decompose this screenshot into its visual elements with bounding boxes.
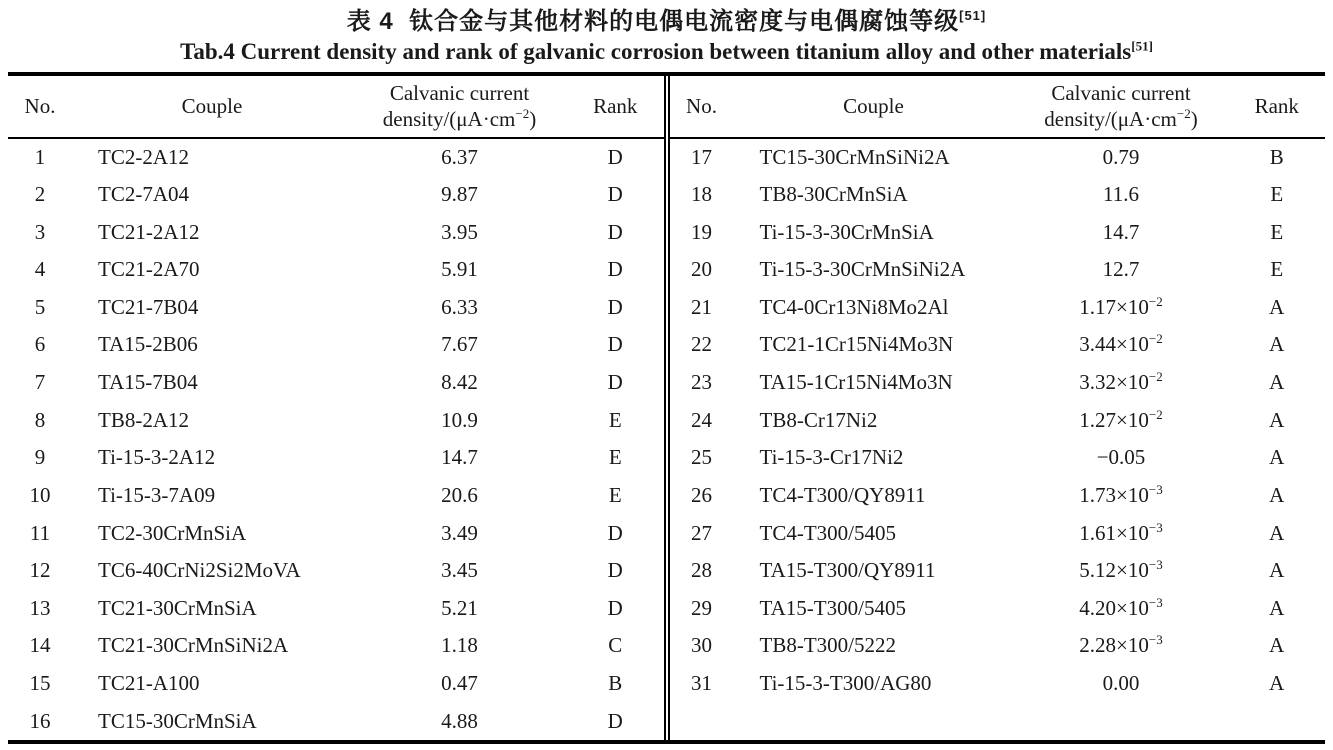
cell-rank: A [1269,671,1285,696]
table-row [8,251,664,289]
cell-density: 3.45 [441,558,478,583]
table-row [670,439,1326,477]
table-row [670,138,1326,176]
cell-density: 11.6 [1103,181,1139,206]
table-row [670,665,1326,703]
cell-no: 27 [691,520,712,545]
cell-no: 1 [34,144,46,169]
cell-rank: E [1270,181,1284,206]
header-density [352,76,567,138]
cell-couple: Ti-15-3-T300/AG80 [759,671,932,696]
cell-density: 1.18 [441,633,478,658]
cell-density: $4.20\times 10^{-3}$ [1079,594,1163,620]
cell-rank: E [1270,219,1284,244]
cell-couple: TC21-7B04 [98,294,199,319]
cell-no: 16 [29,708,51,733]
cell-couple: TC4-0Cr13Ni8Mo2Al [759,294,949,319]
cell-density: $5.12\times 10^{-3}$ [1079,557,1163,583]
cell-density: 6.33 [441,294,478,319]
cell-no: 20 [691,257,712,282]
cell-density: 5.91 [441,257,478,282]
cell-couple: TA15-T300/QY8911 [759,558,936,583]
cell-density: −0.05 [1096,445,1146,470]
cell-rank: A [1269,294,1285,319]
cell-density: 0.00 [1102,671,1140,696]
table-row [8,289,664,327]
cell-density: 9.87 [441,181,478,206]
cell-no: 8 [34,407,46,432]
cell-couple: TC21-30CrMnSiA [98,595,257,620]
cell-no [670,702,734,740]
cell-rank: A [1269,595,1285,620]
cell-rank: D [607,595,623,620]
table-row [8,176,664,214]
cell-couple: TC21-2A12 [98,219,200,244]
cell-rank: D [607,558,623,583]
table-row [8,477,664,515]
table-row [670,401,1326,439]
cell-couple: TC15-30CrMnSiA [98,708,257,733]
table-row [8,326,664,364]
cell-rank: E [608,482,622,507]
header-rank: Rank [1229,76,1326,138]
cell-no: 11 [29,520,51,545]
cell-no: 5 [34,294,46,319]
table-title-english [0,38,1333,66]
cell-couple: Ti-15-3-30CrMnSiA [759,219,934,244]
cell-couple: TC21-2A70 [98,257,200,282]
cell-rank: D [607,520,623,545]
table-row [8,213,664,251]
table-title-english-text: Tab.4 Current density and rank of galvanic corrosion between titanium alloy and other materials [180,39,1132,64]
galvanic-corrosion-table [8,72,1325,744]
cell-no: 25 [691,445,712,470]
table-row [8,514,664,552]
cell-couple: Ti-15-3-30CrMnSiNi2A [759,257,966,282]
cell-no: 30 [691,633,712,658]
cell-density: 0.47 [441,671,478,696]
cell-rank: D [607,181,623,206]
cell-density: $3.32\times 10^{-2}$ [1079,369,1163,395]
cell-couple: TC21-1Cr15Ni4Mo3N [759,332,954,357]
table-row [670,289,1326,327]
cell-rank: A [1269,445,1285,470]
cell-couple: TC2-30CrMnSiA [98,520,247,545]
table-row [670,477,1326,515]
cell-density: $1.73\times 10^{-3}$ [1079,481,1163,507]
cell-couple: Ti-15-3-Cr17Ni2 [759,445,904,470]
cell-rank: D [607,257,623,282]
cell-density: 6.37 [441,144,478,169]
table-row [670,364,1326,402]
cell-density: 4.88 [441,708,478,733]
cell-rank: C [608,633,623,658]
cell-no: 9 [34,445,46,470]
cell-couple: TA15-1Cr15Ni4Mo3N [759,370,953,395]
header-no: No. [670,76,734,138]
table-row [8,627,664,665]
header-density-line2: density/$(\mu A\cdot cm^{-2})$ [382,105,537,131]
cell-no: 6 [34,332,46,357]
table-row [670,552,1326,590]
cell-no: 21 [691,294,712,319]
cell-no: 15 [29,671,51,696]
table-row [8,590,664,628]
cell-no: 4 [34,257,46,282]
cell-rank: D [607,332,623,357]
table-row [8,665,664,703]
header-density-line2: density/$(\mu A\cdot cm^{-2})$ [1044,105,1198,131]
table-title-english-citation: [51] [1131,38,1153,54]
cell-density: $2.28\times 10^{-3}$ [1079,632,1163,658]
cell-rank: A [1269,633,1285,658]
cell-density: 0.79 [1102,144,1140,169]
cell-no: 22 [691,332,712,357]
table-right-half [670,76,1326,740]
cell-rank: D [607,708,623,733]
cell-no: 24 [691,407,712,432]
cell-couple: TA15-2B06 [98,332,198,357]
cell-no: 10 [29,482,51,507]
cell-couple: TC2-2A12 [98,144,189,169]
cell-density: 3.49 [441,520,478,545]
cell-rank: E [608,445,622,470]
table-title-chinese-text: 表 4 钛合金与其他材料的电偶电流密度与电偶腐蚀等级 [346,8,960,35]
cell-no: 17 [691,144,712,169]
header-row-left [8,76,664,138]
cell-couple: TB8-T300/5222 [759,633,896,658]
table-row [670,627,1326,665]
cell-rank: A [1269,520,1285,545]
cell-couple: TA15-T300/5405 [759,595,906,620]
cell-couple: TA15-7B04 [98,370,198,395]
table-row [8,138,664,176]
cell-rank: B [608,671,623,696]
cell-no: 31 [691,671,712,696]
cell-rank: D [607,144,623,169]
cell-no: 28 [691,558,712,583]
cell-density: 7.67 [441,332,478,357]
cell-density: 14.7 [1102,219,1140,244]
header-rank: Rank [567,76,664,138]
cell-no: 2 [34,181,46,206]
cell-rank: D [607,219,623,244]
cell-density: $3.44\times 10^{-2}$ [1079,331,1163,357]
table-row [670,590,1326,628]
cell-no: 19 [691,219,712,244]
cell-no: 23 [691,370,712,395]
cell-no: 7 [34,370,46,395]
cell-density: 20.6 [441,482,478,507]
table-body-right [670,138,1326,740]
cell-density: 5.21 [441,595,478,620]
cell-couple: TC4-T300/5405 [759,520,896,545]
table-row [670,326,1326,364]
cell-rank: E [608,407,622,432]
cell-density: $1.27\times 10^{-2}$ [1079,406,1163,432]
table-row [8,439,664,477]
header-couple: Couple [734,76,1014,138]
cell-density: 10.9 [441,407,478,432]
cell-no: 3 [34,219,46,244]
cell-density: 8.42 [441,370,478,395]
header-density [1014,76,1229,138]
cell-couple: Ti-15-3-7A09 [98,482,216,507]
cell-no: 29 [691,595,712,620]
cell-rank: A [1269,332,1285,357]
cell-density [1014,702,1229,740]
cell-rank: E [1270,257,1284,282]
cell-rank: D [607,370,623,395]
cell-couple: TC6-40CrNi2Si2MoVA [98,558,301,583]
header-couple: Couple [72,76,352,138]
table-row [670,702,1326,740]
cell-couple: TC15-30CrMnSiNi2A [759,144,950,169]
cell-rank: A [1269,482,1285,507]
cell-rank: D [607,294,623,319]
cell-rank: B [1269,144,1284,169]
table-left-half [8,76,664,740]
cell-couple: TB8-2A12 [98,407,189,432]
table-row [8,552,664,590]
cell-couple: Ti-15-3-2A12 [98,445,216,470]
cell-no: 13 [29,595,51,620]
table-row [670,514,1326,552]
cell-no: 12 [29,558,51,583]
table-row [670,176,1326,214]
cell-rank [1229,702,1326,740]
table-title-chinese [0,7,1333,37]
table-row [670,213,1326,251]
cell-couple: TC4-T300/QY8911 [759,482,926,507]
cell-no: 26 [691,482,712,507]
cell-rank: A [1269,370,1285,395]
cell-couple: TC2-7A04 [98,181,189,206]
table-body-left [8,138,664,740]
cell-density: 3.95 [441,219,478,244]
table-row [8,364,664,402]
table-row [670,251,1326,289]
cell-couple: TC21-A100 [98,671,200,696]
cell-density: $1.17\times 10^{-2}$ [1079,293,1163,319]
cell-couple: TC21-30CrMnSiNi2A [98,633,289,658]
cell-no: 18 [691,181,712,206]
header-density-line1: Calvanic current [1051,80,1191,105]
cell-rank: A [1269,558,1285,583]
cell-density: 12.7 [1102,257,1140,282]
cell-density: $1.61\times 10^{-3}$ [1079,519,1163,545]
table-row [8,702,664,740]
cell-couple [734,702,1014,740]
cell-couple: TB8-30CrMnSiA [759,181,908,206]
cell-couple: TB8-Cr17Ni2 [759,407,878,432]
cell-density: 14.7 [441,445,478,470]
header-density-line1: Calvanic current [389,80,530,105]
header-no: No. [8,76,72,138]
table-title-chinese-citation: [51] [959,8,987,23]
header-row-right [670,76,1326,138]
table-row [8,401,664,439]
cell-no: 14 [29,633,51,658]
cell-rank: A [1269,407,1285,432]
